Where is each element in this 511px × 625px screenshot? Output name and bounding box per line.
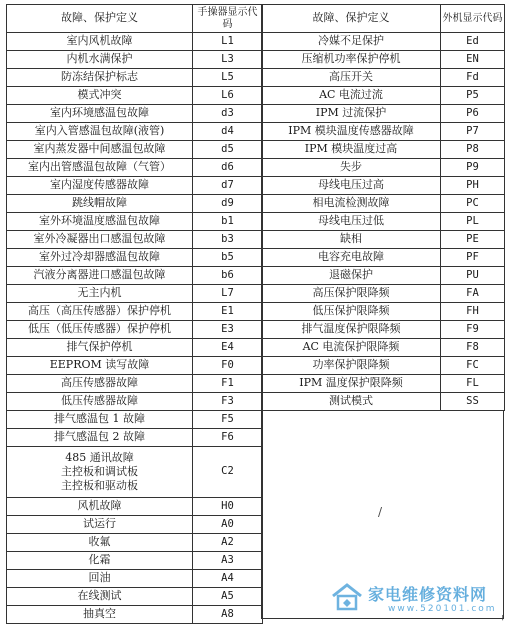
- outdoor-code-header: 外机显示代码: [441, 5, 505, 33]
- table-row: [262, 123, 505, 141]
- fault-code-cell: PC: [441, 195, 505, 213]
- table-row: [262, 375, 505, 393]
- table-row: [7, 429, 263, 447]
- watermark-url: www.520101.com: [388, 604, 497, 614]
- fault-definition-cell: 室外环境温度感温包故障: [7, 213, 193, 231]
- table-row: [7, 321, 263, 339]
- table-row: [262, 213, 505, 231]
- fault-code-cell: L3: [193, 51, 263, 69]
- fault-code-sheet: [6, 4, 504, 620]
- fault-definition-cell: 风机故障: [7, 498, 193, 516]
- stray-slash-mark: /: [378, 505, 383, 519]
- table-row: [7, 231, 263, 249]
- table-row: [262, 33, 505, 51]
- fault-definition-cell: 母线电压过低: [262, 213, 441, 231]
- fault-code-cell: A4: [193, 570, 263, 588]
- indoor-fault-code-table: [6, 4, 263, 624]
- table-row: [262, 87, 505, 105]
- corner-tick-mark: ╷: [500, 611, 506, 621]
- table-row: [262, 267, 505, 285]
- fault-definition-cell: IPM 温度保护限降频: [262, 375, 441, 393]
- fault-code-cell: EN: [441, 51, 505, 69]
- fault-definition-line: 485 通讯故障: [65, 451, 134, 464]
- fault-definition-cell: 电容充电故障: [262, 249, 441, 267]
- table-row: [7, 159, 263, 177]
- fault-definition-cell: 缺相: [262, 231, 441, 249]
- fault-definition-cell: AC 电流保护限降频: [262, 339, 441, 357]
- fault-definition-line: 主控板和调试板: [61, 465, 138, 478]
- fault-definition-cell: 回油: [7, 570, 193, 588]
- fault-code-cell: d7: [193, 177, 263, 195]
- table-row: [7, 267, 263, 285]
- fault-code-cell: L6: [193, 87, 263, 105]
- table-row: [7, 303, 263, 321]
- fault-definition-cell: [7, 447, 193, 498]
- table-row: [7, 33, 263, 51]
- fault-definition-cell: 化霜: [7, 552, 193, 570]
- fault-code-cell: d4: [193, 123, 263, 141]
- fault-code-cell: F0: [193, 357, 263, 375]
- fault-code-cell: FH: [441, 303, 505, 321]
- fault-definition-cell: 模式冲突: [7, 87, 193, 105]
- indoor-fault-rows: [7, 33, 263, 624]
- table-row: [262, 321, 505, 339]
- fault-definition-cell: 冷媒不足保护: [262, 33, 441, 51]
- fault-code-cell: FA: [441, 285, 505, 303]
- fault-code-cell: b3: [193, 231, 263, 249]
- fault-definition-cell: 测试模式: [262, 393, 441, 411]
- table-row: [262, 303, 505, 321]
- table-row: [7, 552, 263, 570]
- table-row: [7, 177, 263, 195]
- house-logo-icon: [330, 582, 364, 612]
- table-row: [7, 393, 263, 411]
- fault-definition-cell: 高压保护限降频: [262, 285, 441, 303]
- fault-code-cell: E3: [193, 321, 263, 339]
- table-row: [262, 69, 505, 87]
- fault-code-cell: F9: [441, 321, 505, 339]
- fault-definition-cell: 高压传感器故障: [7, 375, 193, 393]
- fault-code-cell: A5: [193, 588, 263, 606]
- fault-definition-cell: 抽真空: [7, 606, 193, 624]
- fault-code-cell: d5: [193, 141, 263, 159]
- fault-code-cell: P5: [441, 87, 505, 105]
- table-row: [262, 105, 505, 123]
- table-row: [262, 357, 505, 375]
- table-row: [7, 285, 263, 303]
- table-row: [7, 141, 263, 159]
- fault-definition-cell: 高压开关: [262, 69, 441, 87]
- fault-definition-cell: 排气感温包 1 故障: [7, 411, 193, 429]
- fault-definition-cell: 室外过冷却器感温包故障: [7, 249, 193, 267]
- fault-definition-cell: 室外冷凝器出口感温包故障: [7, 231, 193, 249]
- fault-definition-cell: 排气温度保护限降频: [262, 321, 441, 339]
- table-header-row: [7, 5, 263, 33]
- fault-code-cell: d3: [193, 105, 263, 123]
- fault-code-cell: FC: [441, 357, 505, 375]
- fault-definition-cell: 退磁保护: [262, 267, 441, 285]
- table-header-row: [262, 5, 505, 33]
- watermark-title: 家电维修资料网: [368, 585, 488, 604]
- table-row: [7, 375, 263, 393]
- fault-code-cell: A0: [193, 516, 263, 534]
- fault-code-cell: SS: [441, 393, 505, 411]
- fault-code-cell: P7: [441, 123, 505, 141]
- outdoor-fault-code-table: [261, 4, 505, 411]
- fault-code-cell: P8: [441, 141, 505, 159]
- fault-definition-cell: 高压（高压传感器）保护停机: [7, 303, 193, 321]
- fault-definition-cell: 跳线帽故障: [7, 195, 193, 213]
- fault-code-cell: Fd: [441, 69, 505, 87]
- table-row: [7, 123, 263, 141]
- fault-definition-cell: 无主内机: [7, 285, 193, 303]
- table-row: [7, 447, 263, 498]
- fault-code-cell: L5: [193, 69, 263, 87]
- table-row: [7, 498, 263, 516]
- fault-code-cell: E4: [193, 339, 263, 357]
- fault-definition-cell: EEPROM 读写故障: [7, 357, 193, 375]
- table-row: [262, 195, 505, 213]
- table-row: [7, 534, 263, 552]
- fault-definition-header: 故障、保护定义: [7, 5, 193, 33]
- table-row: [7, 357, 263, 375]
- fault-code-cell: d9: [193, 195, 263, 213]
- fault-code-cell: Ed: [441, 33, 505, 51]
- fault-code-cell: L7: [193, 285, 263, 303]
- fault-code-cell: F8: [441, 339, 505, 357]
- table-row: [262, 393, 505, 411]
- fault-definition-cell: 收氟: [7, 534, 193, 552]
- fault-definition-cell: 排气感温包 2 故障: [7, 429, 193, 447]
- table-row: [262, 177, 505, 195]
- fault-code-cell: C2: [193, 447, 263, 498]
- fault-definition-cell: 低压（低压传感器）保护停机: [7, 321, 193, 339]
- table-row: [7, 51, 263, 69]
- fault-code-cell: A3: [193, 552, 263, 570]
- fault-definition-cell: 失步: [262, 159, 441, 177]
- fault-code-cell: F6: [193, 429, 263, 447]
- fault-code-cell: PE: [441, 231, 505, 249]
- table-row: [7, 570, 263, 588]
- fault-code-cell: F3: [193, 393, 263, 411]
- table-row: [7, 87, 263, 105]
- table-row: [262, 249, 505, 267]
- fault-definition-cell: 防冻结保护标志: [7, 69, 193, 87]
- table-row: [7, 339, 263, 357]
- table-row: [262, 285, 505, 303]
- fault-code-cell: b5: [193, 249, 263, 267]
- fault-definition-cell: 功率保护限降频: [262, 357, 441, 375]
- site-watermark: [330, 580, 508, 620]
- fault-code-cell: F5: [193, 411, 263, 429]
- fault-definition-cell: IPM 过流保护: [262, 105, 441, 123]
- fault-code-cell: FL: [441, 375, 505, 393]
- fault-definition-cell: IPM 模块温度传感器故障: [262, 123, 441, 141]
- fault-code-cell: H0: [193, 498, 263, 516]
- fault-definition-cell: 室内风机故障: [7, 33, 193, 51]
- fault-code-cell: P6: [441, 105, 505, 123]
- fault-code-cell: PF: [441, 249, 505, 267]
- fault-code-cell: L1: [193, 33, 263, 51]
- table-row: [7, 249, 263, 267]
- table-row: [7, 516, 263, 534]
- fault-code-cell: PU: [441, 267, 505, 285]
- table-row: [262, 141, 505, 159]
- fault-definition-cell: 在线测试: [7, 588, 193, 606]
- fault-definition-cell: AC 电流过流: [262, 87, 441, 105]
- fault-definition-cell: 室内蒸发器中间感温包故障: [7, 141, 193, 159]
- table-row: [7, 105, 263, 123]
- fault-code-cell: F1: [193, 375, 263, 393]
- table-row: [262, 51, 505, 69]
- fault-definition-cell: 室内环境感温包故障: [7, 105, 193, 123]
- fault-definition-cell: 试运行: [7, 516, 193, 534]
- fault-definition-cell: 相电流检测故障: [262, 195, 441, 213]
- table-row: [7, 606, 263, 624]
- fault-definition-cell: 内机水满保护: [7, 51, 193, 69]
- table-row: [7, 588, 263, 606]
- fault-code-cell: PL: [441, 213, 505, 231]
- fault-code-cell: A8: [193, 606, 263, 624]
- table-row: [262, 231, 505, 249]
- table-row: [262, 159, 505, 177]
- fault-code-cell: d6: [193, 159, 263, 177]
- fault-code-cell: b6: [193, 267, 263, 285]
- controller-code-header: 手操器显示代码: [193, 5, 263, 33]
- fault-definition-cell: 排气保护停机: [7, 339, 193, 357]
- table-row: [7, 69, 263, 87]
- fault-code-cell: E1: [193, 303, 263, 321]
- fault-definition-cell: 压缩机功率保护停机: [262, 51, 441, 69]
- fault-definition-cell: 母线电压过高: [262, 177, 441, 195]
- fault-definition-cell: 室内湿度传感器故障: [7, 177, 193, 195]
- fault-definition-cell: 汽液分离器进口感温包故障: [7, 267, 193, 285]
- fault-definition-cell: 低压传感器故障: [7, 393, 193, 411]
- fault-definition-header: 故障、保护定义: [262, 5, 441, 33]
- fault-definition-cell: 低压保护限降频: [262, 303, 441, 321]
- fault-code-cell: PH: [441, 177, 505, 195]
- table-row: [7, 195, 263, 213]
- fault-definition-cell: 室内入管感温包故障(液管): [7, 123, 193, 141]
- fault-code-cell: b1: [193, 213, 263, 231]
- table-row: [262, 339, 505, 357]
- fault-definition-cell: 室内出管感温包故障（气管）: [7, 159, 193, 177]
- fault-definition-cell: IPM 模块温度过高: [262, 141, 441, 159]
- table-row: [7, 213, 263, 231]
- fault-code-cell: P9: [441, 159, 505, 177]
- fault-definition-line: 主控板和驱动板: [61, 479, 138, 492]
- outdoor-fault-rows: [262, 33, 505, 411]
- table-row: [7, 411, 263, 429]
- fault-code-cell: A2: [193, 534, 263, 552]
